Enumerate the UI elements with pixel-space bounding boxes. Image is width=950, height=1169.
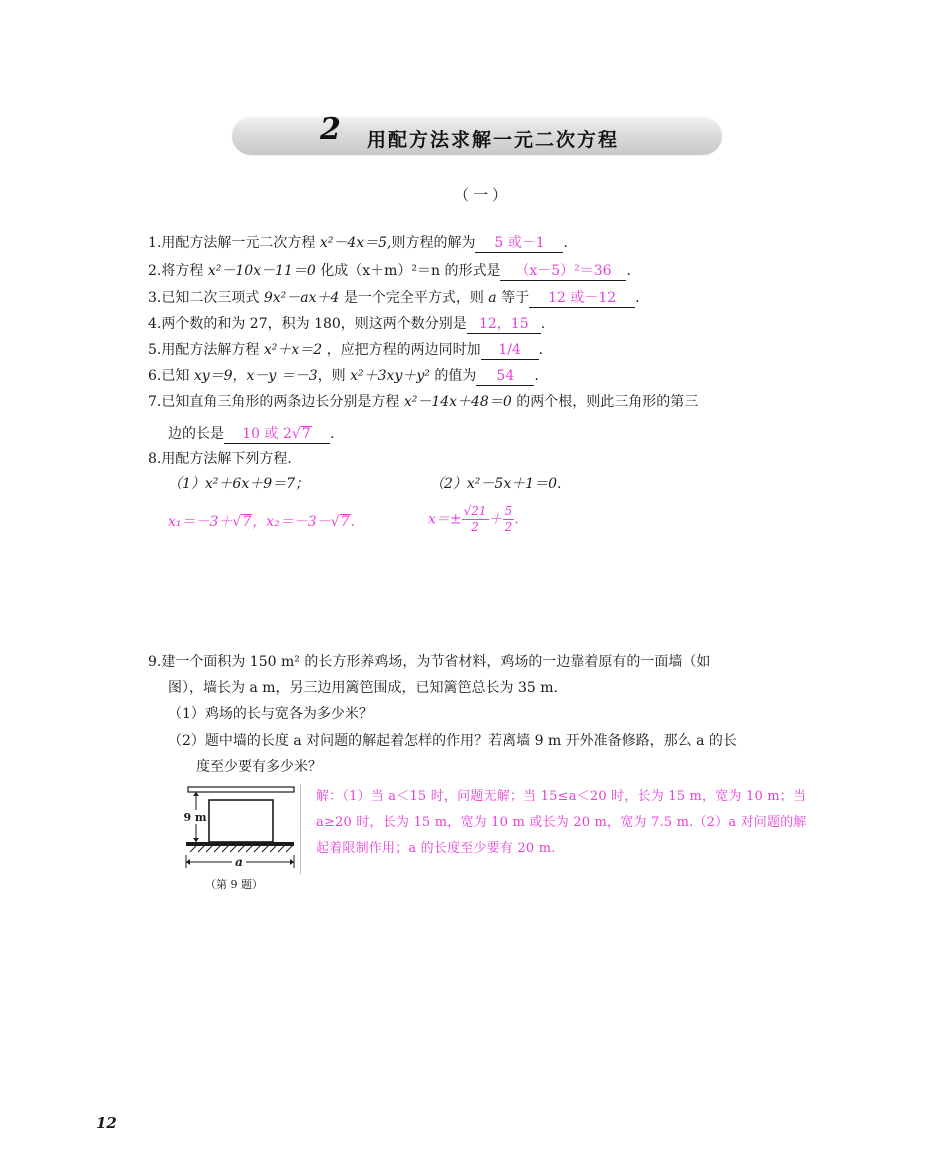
question-8-part-1: （1）x²＋6x＋9＝7； xyxy=(168,476,310,492)
answer-blank-6: 54 xyxy=(476,367,534,386)
wall-bar xyxy=(186,842,294,846)
wall-hatching xyxy=(190,846,292,852)
question-9-line-1: 9.建一个面积为 150 m² 的长方形养鸡场，为节省材料，鸡场的一边靠着原有的一面墙（如 xyxy=(148,654,711,670)
answer-blank-5: 1/4 xyxy=(481,341,539,360)
arrow-down-icon xyxy=(193,838,199,842)
question-1: 1.用配方法解一元二次方程 x²－4x＝5,则方程的解为 5 或－1 . xyxy=(148,235,568,251)
answer-divider xyxy=(300,784,301,874)
page-number: 12 xyxy=(96,1114,117,1132)
chicken-farm-figure xyxy=(180,782,298,872)
answer-blank-2: （x－5）²＝36 xyxy=(500,262,626,281)
section-title: 用配方法求解一元二次方程 xyxy=(367,129,620,151)
answer-blank-4: 12，15 xyxy=(467,315,541,334)
question-9-answer: 解：（1）当 a＜15 时，问题无解；当 15≤a＜20 时，长为 15 m，宽为 10 m；当 a≥20 时，长为 15 m，宽为 10 m 或长为 20 m，宽为 7.5 m.（2）a 对问题的解起着限制作用；a 的长度至少要有 20 m. xyxy=(316,789,807,856)
question-8-part-2: （2）x²－5x＋1＝0. xyxy=(430,476,562,492)
arrow-left-icon xyxy=(186,859,190,865)
fraction-2: $\frac{5}{2}$ xyxy=(504,504,513,534)
question-4: 4.两个数的和为 27，积为 180，则这两个数分别是 12，15 . xyxy=(148,316,546,332)
label-a: a xyxy=(235,855,243,869)
sqrt-symbol: √ xyxy=(291,426,301,442)
section-number: 2 xyxy=(320,112,341,147)
question-7-line-1: 7.已知直角三角形的两条边长分别是方程 x²－14x＋48＝0 的两个根，则此三角形的第三 xyxy=(148,394,699,410)
answer-blank-1: 5 或－1 xyxy=(475,234,563,253)
farm-rectangle xyxy=(209,800,273,842)
road-bar xyxy=(188,787,294,792)
question-9-line-2: 图），墙长为 a m，另三边用篱笆围成，已知篱笆总长为 35 m. xyxy=(168,680,558,696)
question-6: 6.已知 xy＝9，x－y ＝－3，则 x²＋3xy＋y² 的值为 54 . xyxy=(148,368,539,384)
question-9-part-2-line-1: （2）题中墙的长度 a 对问题的解起着怎样的作用？若离墙 9 m 开外准备修路，那么 a 的长 xyxy=(168,733,737,749)
subsection-title: （一） xyxy=(454,186,512,204)
answer-blank-7: 10 或 2√7 xyxy=(224,425,330,444)
label-9m: 9 m xyxy=(183,811,207,824)
question-8-title: 8.用配方法解下列方程. xyxy=(148,451,292,467)
arrow-right-icon xyxy=(290,859,294,865)
fraction-1: $\frac{√21}{2}$ xyxy=(463,504,487,534)
question-2: 2.将方程 x²－10x－11＝0 化成（x＋m）²＝n 的形式是 （x－5）²＝36 . xyxy=(148,263,631,279)
question-5: 5.用配方法解方程 x²＋x＝2 ，应把方程的两边同时加 1/4 . xyxy=(148,342,544,358)
question-8-answer-1: x₁＝－3＋√7，x₂＝－3－√7. xyxy=(168,514,355,530)
question-9-part-1: （1）鸡场的长与宽各为多少米？ xyxy=(168,706,373,722)
answer-blank-3: 12 或－12 xyxy=(529,289,635,308)
question-7-line-2: 边的长是 10 或 2√7 . xyxy=(168,426,335,442)
question-3: 3.已知二次三项式 9x²－ax＋4 是一个完全平方式，则 a 等于 12 或－12 . xyxy=(148,290,640,306)
figure-caption: （第 9 题） xyxy=(205,878,263,891)
question-8-answer-2: x＝± $\frac{√21}{2}$ ＋ $\frac{5}{2}$ . xyxy=(428,504,519,534)
question-9-part-2-line-2: 度至少要有多少米？ xyxy=(196,759,322,775)
